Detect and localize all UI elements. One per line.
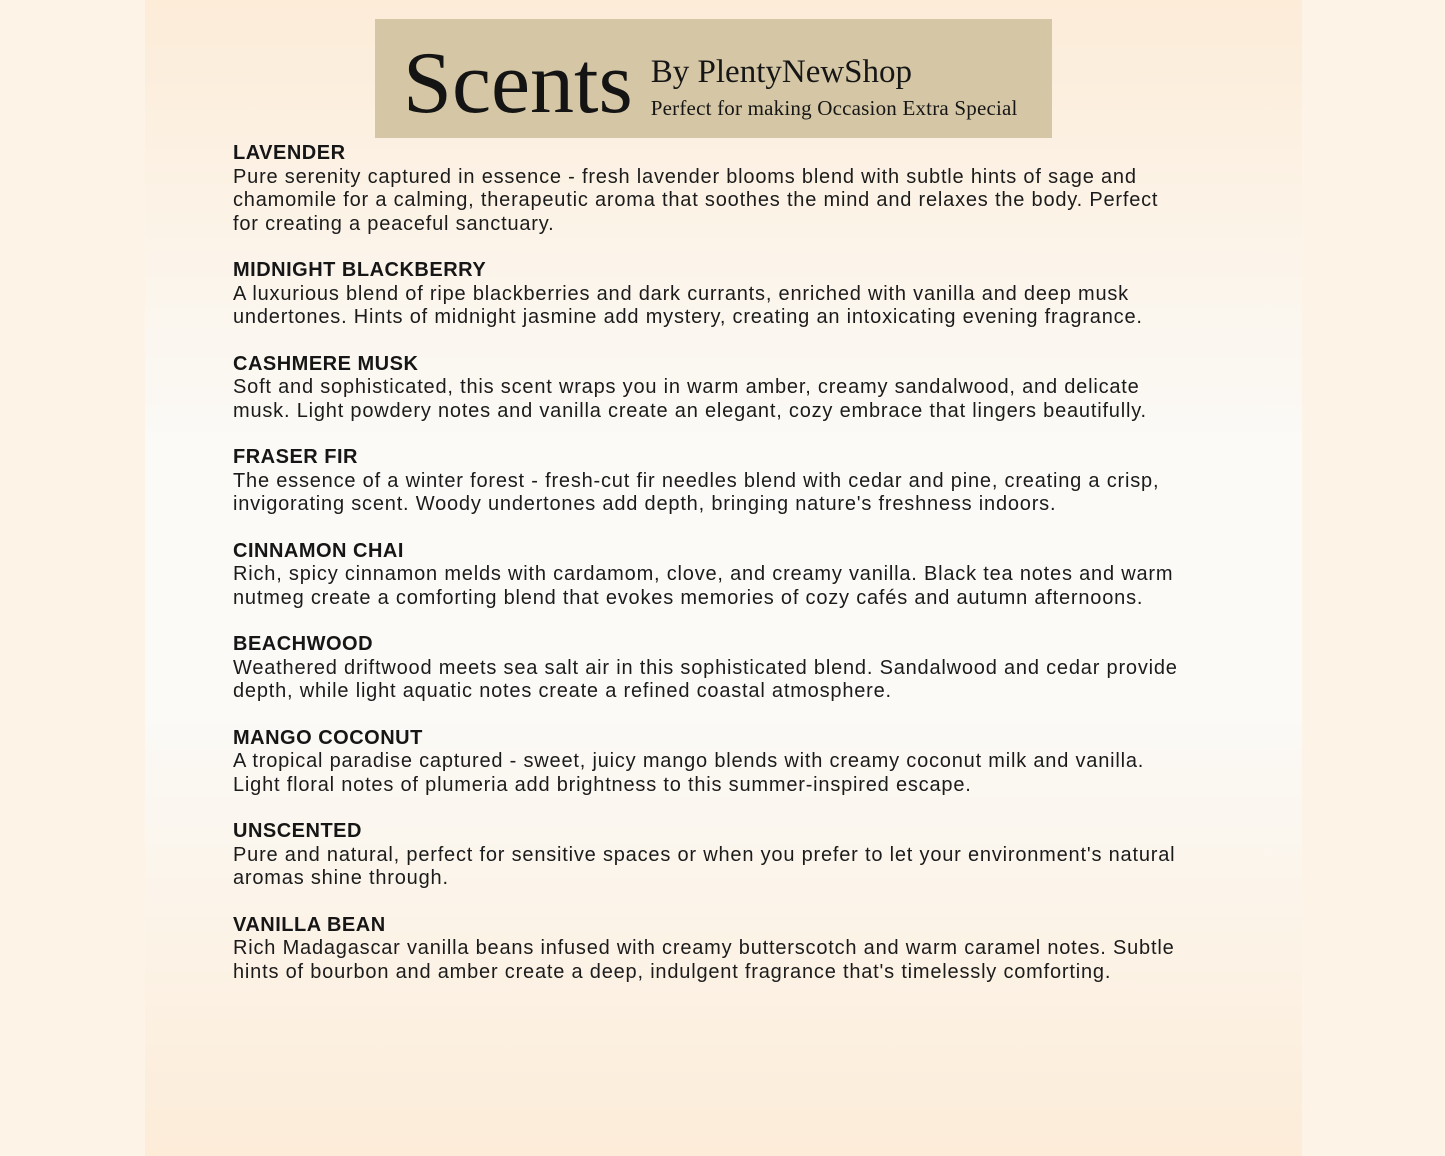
scent-name: CASHMERE MUSK (233, 352, 419, 375)
scent-section (233, 820, 1183, 891)
scent-section (233, 540, 1183, 611)
shop-tagline: Perfect for making Occasion Extra Special (650, 95, 1018, 120)
scent-description: Soft and sophisticated, this scent wraps you in warm amber, creamy sandalwood, and delicate musk. Light powdery notes and vanilla create an elegant, cozy embrace that lingers beautifully. (233, 376, 1147, 422)
scent-name: MANGO COCONUT (233, 726, 423, 749)
scent-name: UNSCENTED (233, 820, 362, 842)
header-byline-block (651, 53, 1018, 122)
scent-description: Rich Madagascar vanilla beans infused with creamy butterscotch and warm caramel notes. Subtle hints of bourbon and amber create a deep, indulgent fragrance that's timelessly comforting. (233, 937, 1175, 983)
scent-description: Rich, spicy cinnamon melds with cardamom, clove, and creamy vanilla. Black tea notes and warm nutmeg create a comforting blend that evokes memories of cozy cafés and autumn afternoons. (233, 563, 1174, 609)
scent-section (233, 633, 1183, 704)
scent-section (233, 727, 1183, 798)
header-banner (375, 19, 1052, 138)
scent-description: A tropical paradise captured - sweet, juicy mango blends with creamy coconut milk and vanilla. Light floral notes of plumeria add brightness to this summer-inspired escape. (233, 750, 1145, 796)
scent-list (233, 142, 1183, 1007)
scent-name: VANILLA BEAN (233, 913, 386, 936)
scent-name: CINNAMON CHAI (233, 539, 404, 562)
scent-section (233, 353, 1183, 424)
scent-name: LAVENDER (233, 142, 346, 164)
scent-section (233, 259, 1183, 330)
scent-description: Pure and natural, perfect for sensitive spaces or when you prefer to let your environment's natural aromas shine through. (233, 843, 1176, 889)
shop-byline: By PlentyNewShop (650, 54, 913, 91)
scent-section (233, 914, 1183, 985)
scent-description: Weathered driftwood meets sea salt air in this sophisticated blend. Sandalwood and cedar provide depth, while light aquatic notes create a refined coastal atmosphere. (233, 656, 1178, 702)
scent-name: FRASER FIR (233, 446, 358, 468)
scent-section (233, 446, 1183, 517)
page-title: Scents (403, 34, 633, 132)
scent-description: Pure serenity captured in essence - fresh lavender blooms blend with subtle hints of sage and chamomile for a calming, therapeutic aroma that soothes the mind and relaxes the body. Perfect for creating a peaceful sanctuary. (233, 165, 1159, 235)
scent-description: A luxurious blend of ripe blackberries and dark currants, enriched with vanilla and deep musk undertones. Hints of midnight jasmine add mystery, creating an intoxicating evening fragrance. (233, 282, 1143, 328)
scent-name: MIDNIGHT BLACKBERRY (233, 259, 487, 281)
scent-name: BEACHWOOD (233, 633, 374, 655)
scent-section (233, 142, 1183, 236)
scent-description: The essence of a winter forest - fresh-cut fir needles blend with cedar and pine, creating a crisp, invigorating scent. Woody undertones add depth, bringing nature's freshness indoors. (233, 469, 1160, 515)
